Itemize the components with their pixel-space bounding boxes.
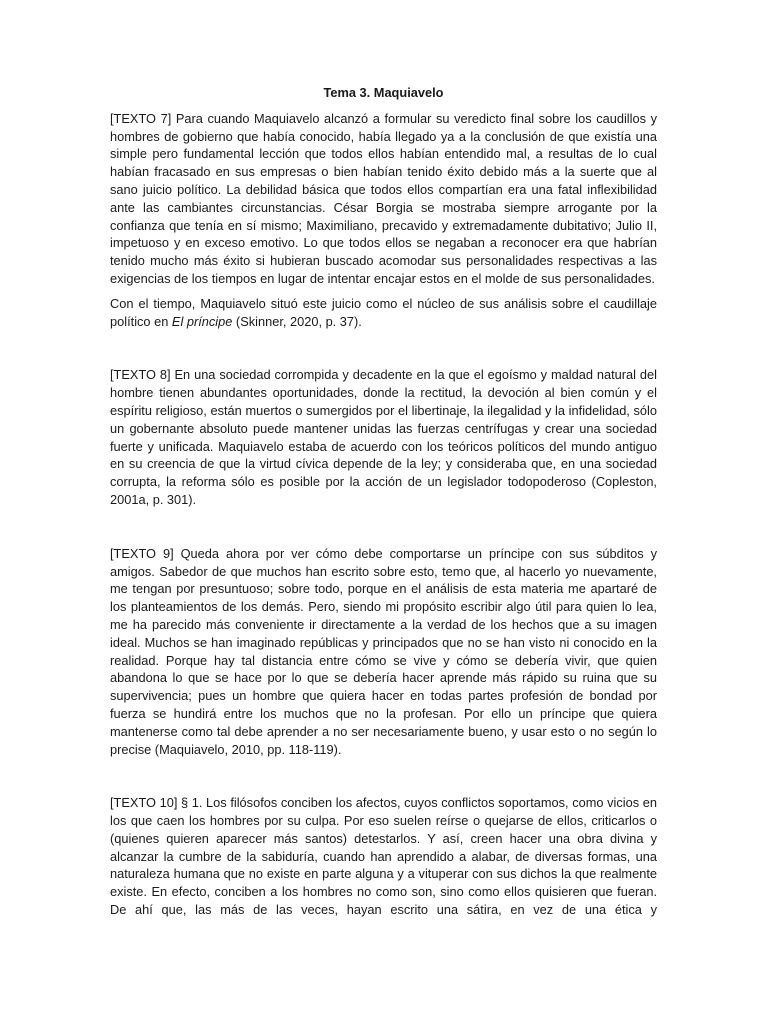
document-page — [110, 84, 657, 919]
texto-9-section — [110, 545, 657, 759]
texto-10-section — [110, 794, 657, 919]
texto-7-section — [110, 110, 657, 331]
texto-10-paragraph: [TEXTO 10] § 1. Los filósofos conciben los afectos, cuyos conflictos soportamos, como vicios en los que caen los hombres por su culpa. Por eso suelen reírse o quejarse de ellos, criticarlos o (quienes quieren aparecer más santos) detestarlos. Y así, creen hacer una obra divina y alcanzar la cumbre de la sabiduría, cuando han aprendido a alabar, de diversas formas, una naturaleza humana que no existe en parte alguna y a vituperar con sus dichos la que realmente existe. En efecto, conciben a los hombres no como son, sino como ellos quisieren que fueran. De ahí que, las más de las veces, hayan escrito una sátira, en vez de una ética y — [110, 795, 657, 918]
texto-9-paragraph: [TEXTO 9] Queda ahora por ver cómo debe comportarse un príncipe con sus súbditos y amigos. Sabedor de que muchos han escrito sobre esto, temo que, al hacerlo yo nuevamente, me tengan por presuntuoso; sobre todo, porque en el análisis de esta materia me apartaré de los planteamientos de los demás. Pero, siendo mi propósito escribir algo útil para quien lo lea, me ha parecido más conveniente ir directamente a la verdad de los hechos que a su imagen ideal. Muchos se han imaginado repúblicas y principados que no se han visto ni conocido en la realidad. Porque hay tal distancia entre cómo se vive y cómo se debería vivir, que quien abandona lo que se hace por lo que se debería hacer aprende más rápido su ruina que su supervivencia; pues un hombre que quiera hacer en todas partes profesión de bondad por fuerza se hundirá entre los muchos que no la profesan. Por ello un príncipe que quiera mantenerse como tal debe aprender a no ser necesariamente bueno, y usar esto o no según lo precise (Maquiavelo, 2010, pp. 118-119). — [110, 545, 657, 757]
texto-8-paragraph: [TEXTO 8] En una sociedad corrompida y decadente en la que el egoísmo y maldad natural del hombre tienen abundantes oportunidades, donde la rectitud, la devoción al bien común y el espíritu religioso, están muertos o sumergidos por el libertinaje, la ilegalidad y la infidelidad, sólo un gobernante absoluto puede mantener unidas las fuerzas centrífugas y crear una sociedad fuerte y unificada. Maquiavelo estaba de acuerdo con los teóricos políticos del mundo antiguo en su creencia de que la virtud cívica depende de la ley; y consideraba que, en una sociedad corrupta, la reforma sólo es posible por la acción de un legislador todopoderoso (Copleston, 2001a, p. 301). — [110, 367, 657, 507]
texto-7-conclusion-text: Con el tiempo, Maquiavelo situó este juicio como el núcleo de sus análisis sobre el caudillaje político en — [110, 295, 657, 329]
texto-7-citation: (Skinner, 2020, p. 37). — [232, 313, 362, 329]
texto-7-conclusion-paragraph — [110, 295, 657, 331]
texto-7-paragraph: [TEXTO 7] Para cuando Maquiavelo alcanzó a formular su veredicto final sobre los caudillos y hombres de gobierno que había conocido, había llegado ya a la conclusión de que existía una simple pero fundamental lección que todos ellos habían entendido mal, a resultas de lo cual habían fracasado en sus empresas o bien habían tenido éxito debido más a la suerte que al sano juicio político. La debilidad básica que todos ellos compartían era una fatal inflexibilidad ante las cambiantes circunstancias. César Borgia se mostraba siempre arrogante por la confianza que tenía en sí mismo; Maximiliano, precavido y extremadamente dubitativo; Julio II, impetuoso y en exceso emotivo. Lo que todos ellos se negaban a reconocer era que habrían tenido mucho más éxito si hubieran buscado acomodar sus personalidades respectivas a las exigencias de los tiempos en lugar de intentar encajar estos en el molde de sus personalidades. — [110, 110, 657, 286]
texto-8-section — [110, 366, 657, 508]
book-title-italic: El príncipe — [171, 313, 233, 329]
page-title: Tema 3. Maquiavelo — [323, 85, 444, 100]
